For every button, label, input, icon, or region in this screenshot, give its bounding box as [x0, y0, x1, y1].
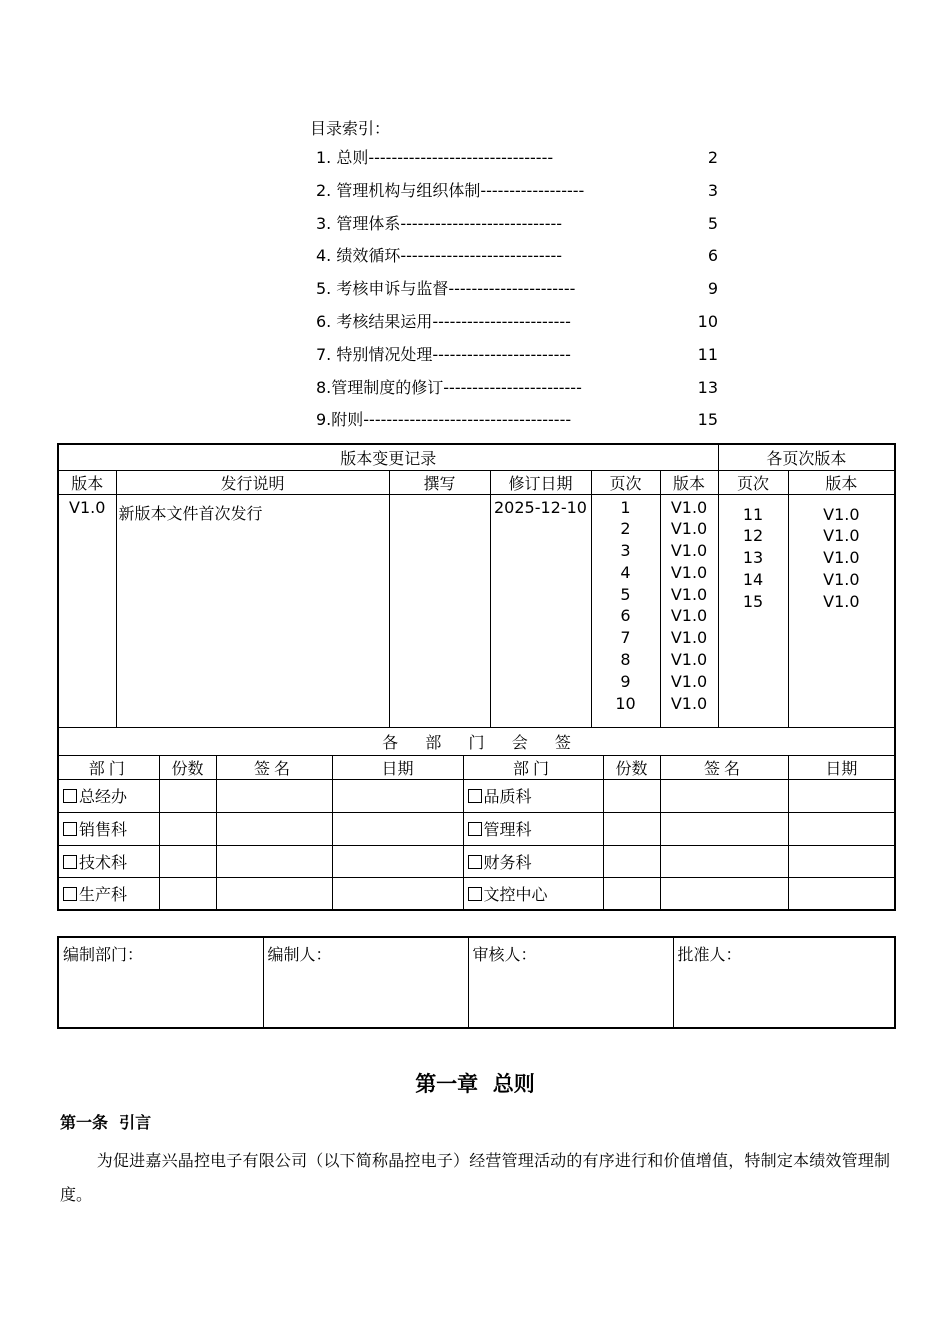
revision-date-cell: 2025-12-10	[490, 494, 591, 727]
toc-label: 3. 管理体系	[316, 213, 401, 233]
dept-name: 总经办	[79, 787, 128, 806]
page-column-header: 页次	[718, 470, 788, 494]
toc-label: 2. 管理机构与组织体制	[316, 180, 481, 200]
dept-name: 品质科	[483, 787, 532, 806]
toc-entry[interactable]	[310, 306, 730, 339]
prepared-dept-label: 编制部门：	[63, 945, 144, 964]
revision-record-header: 版本变更记录	[58, 444, 718, 470]
page-numbers-list: 11 12 13 14 15	[718, 494, 788, 727]
checkbox[interactable]	[63, 887, 77, 901]
date-column-header: 修订日期	[490, 470, 591, 494]
dept-column-header: 部门	[463, 755, 603, 779]
toc-entry[interactable]	[310, 339, 730, 372]
revision-author-cell	[389, 494, 490, 727]
page-versions-list: V1.0 V1.0 V1.0 V1.0 V1.0	[788, 494, 895, 727]
toc-leader: ------------------------	[443, 377, 582, 397]
page-version-column-header: 版本	[788, 470, 895, 494]
toc-leader: ------------------------	[432, 344, 571, 364]
approver-field[interactable]	[673, 937, 895, 1028]
article-heading: 第一条 引言	[60, 1113, 152, 1132]
signature-cell[interactable]	[216, 779, 332, 812]
description-column-header: 发行说明	[116, 470, 389, 494]
toc-leader: ----------------------------	[400, 213, 563, 233]
toc-label: 6. 考核结果运用	[316, 311, 433, 331]
signature-cell[interactable]	[216, 812, 332, 845]
toc-page-number: 10	[697, 311, 718, 331]
revision-and-signoff-table	[57, 443, 896, 911]
signature-cell[interactable]	[660, 779, 788, 812]
date-cell[interactable]	[332, 877, 463, 910]
toc-label: 9.附则	[316, 410, 364, 430]
prepared-by-label: 编制人：	[267, 945, 332, 964]
chapter-heading: 第一章 总则	[415, 1071, 535, 1096]
toc-page-number: 9	[707, 279, 718, 299]
toc-leader: ------------------------------------	[363, 410, 572, 430]
dept-name: 生产科	[79, 884, 128, 904]
date-cell[interactable]	[332, 812, 463, 845]
body-paragraph: 为促进嘉兴晶控电子有限公司（以下简称晶控电子）经营管理活动的有序进行和价值增值，特制定本绩效管理制度。	[60, 1151, 890, 1204]
toc-page-number: 6	[707, 246, 718, 266]
signoff-dept-cell[interactable]	[58, 812, 159, 845]
date-cell[interactable]	[788, 845, 895, 877]
copies-cell[interactable]	[159, 812, 216, 845]
toc-page-number: 13	[697, 377, 718, 397]
toc-entry[interactable]	[310, 175, 730, 208]
date-cell[interactable]	[788, 877, 895, 910]
signoff-dept-cell[interactable]	[463, 779, 603, 812]
prepared-by-field[interactable]	[263, 937, 468, 1028]
signoff-dept-cell[interactable]	[463, 845, 603, 877]
dept-name: 管理科	[483, 820, 532, 839]
date-cell[interactable]	[332, 779, 463, 812]
toc-leader: ----------------------------	[400, 246, 563, 266]
checkbox[interactable]	[468, 887, 482, 901]
checkbox[interactable]	[63, 855, 77, 869]
sign-column-header: 签名	[216, 755, 332, 779]
toc-page-number: 3	[707, 180, 718, 200]
toc-title: 目录索引：	[310, 119, 391, 138]
toc-page-number: 2	[707, 148, 718, 167]
copies-cell[interactable]	[159, 877, 216, 910]
signature-cell[interactable]	[660, 812, 788, 845]
copies-column-header: 份数	[159, 755, 216, 779]
toc-entry[interactable]	[310, 142, 730, 175]
signature-cell[interactable]	[660, 845, 788, 877]
signature-cell[interactable]	[660, 877, 788, 910]
toc-leader: ------------------	[480, 180, 585, 200]
toc-label: 1. 总则	[316, 148, 369, 167]
toc-entry[interactable]	[310, 273, 730, 306]
toc-label: 5. 考核申诉与监督	[316, 279, 449, 299]
checkbox[interactable]	[468, 855, 482, 869]
author-column-header: 撰写	[389, 470, 490, 494]
dept-name: 销售科	[79, 820, 128, 839]
revision-description-cell: 新版本文件首次发行	[116, 494, 389, 727]
checkbox[interactable]	[468, 822, 482, 836]
date-cell[interactable]	[788, 779, 895, 812]
toc-label: 7. 特别情况处理	[316, 344, 433, 364]
checkbox[interactable]	[468, 789, 482, 803]
copies-cell[interactable]	[159, 845, 216, 877]
signoff-dept-cell[interactable]	[58, 845, 159, 877]
signoff-title: 各部门会签	[58, 727, 895, 755]
dept-name: 文控中心	[483, 884, 548, 904]
date-column-header: 日期	[788, 755, 895, 779]
toc-page-number: 5	[707, 213, 718, 233]
signoff-dept-cell[interactable]	[58, 779, 159, 812]
signature-cell[interactable]	[216, 845, 332, 877]
toc-page-number: 11	[697, 344, 718, 364]
toc-entry[interactable]	[310, 240, 730, 273]
toc-entry[interactable]	[310, 372, 730, 405]
table-of-contents	[310, 116, 730, 437]
copies-cell[interactable]	[603, 877, 660, 910]
date-column-header: 日期	[332, 755, 463, 779]
date-cell[interactable]	[788, 812, 895, 845]
copies-cell[interactable]	[603, 779, 660, 812]
toc-entry[interactable]	[310, 404, 730, 437]
toc-label: 8.管理制度的修订	[316, 377, 444, 397]
reviewer-field[interactable]	[468, 937, 673, 1028]
reviewer-label: 审核人：	[472, 945, 537, 964]
sign-column-header: 签名	[660, 755, 788, 779]
checkbox[interactable]	[63, 789, 77, 803]
page-versions-header: 各页次版本	[718, 444, 895, 470]
copies-cell[interactable]	[159, 779, 216, 812]
toc-entry[interactable]	[310, 208, 730, 241]
toc-label: 4. 绩效循环	[316, 246, 401, 266]
date-cell[interactable]	[332, 845, 463, 877]
copies-cell[interactable]	[603, 812, 660, 845]
version-column-header: 版本	[58, 470, 116, 494]
signature-cell[interactable]	[216, 877, 332, 910]
approval-table	[57, 936, 896, 1029]
dept-name: 财务科	[483, 852, 532, 872]
page-version-column-header: 版本	[660, 470, 718, 494]
approver-label: 批准人：	[677, 945, 742, 964]
signoff-dept-cell[interactable]	[463, 812, 603, 845]
toc-leader: ------------------------	[432, 311, 571, 331]
page-versions-list: V1.0 V1.0 V1.0 V1.0 V1.0 V1.0 V1.0 V1.0 V1.0 V1.0	[660, 494, 718, 727]
dept-name: 技术科	[79, 852, 128, 872]
copies-column-header: 份数	[603, 755, 660, 779]
page-column-header: 页次	[591, 470, 660, 494]
toc-leader: ----------------------	[448, 279, 576, 299]
checkbox[interactable]	[63, 822, 77, 836]
toc-page-number: 15	[697, 410, 718, 430]
page-numbers-list: 1 2 3 4 5 6 7 8 9 10	[591, 494, 660, 727]
copies-cell[interactable]	[603, 845, 660, 877]
signoff-dept-cell[interactable]	[58, 877, 159, 910]
prepared-dept-field[interactable]	[58, 937, 263, 1028]
dept-column-header: 部门	[58, 755, 159, 779]
toc-leader: --------------------------------	[368, 148, 554, 167]
revision-version-cell: V1.0	[58, 494, 116, 727]
signoff-dept-cell[interactable]	[463, 877, 603, 910]
